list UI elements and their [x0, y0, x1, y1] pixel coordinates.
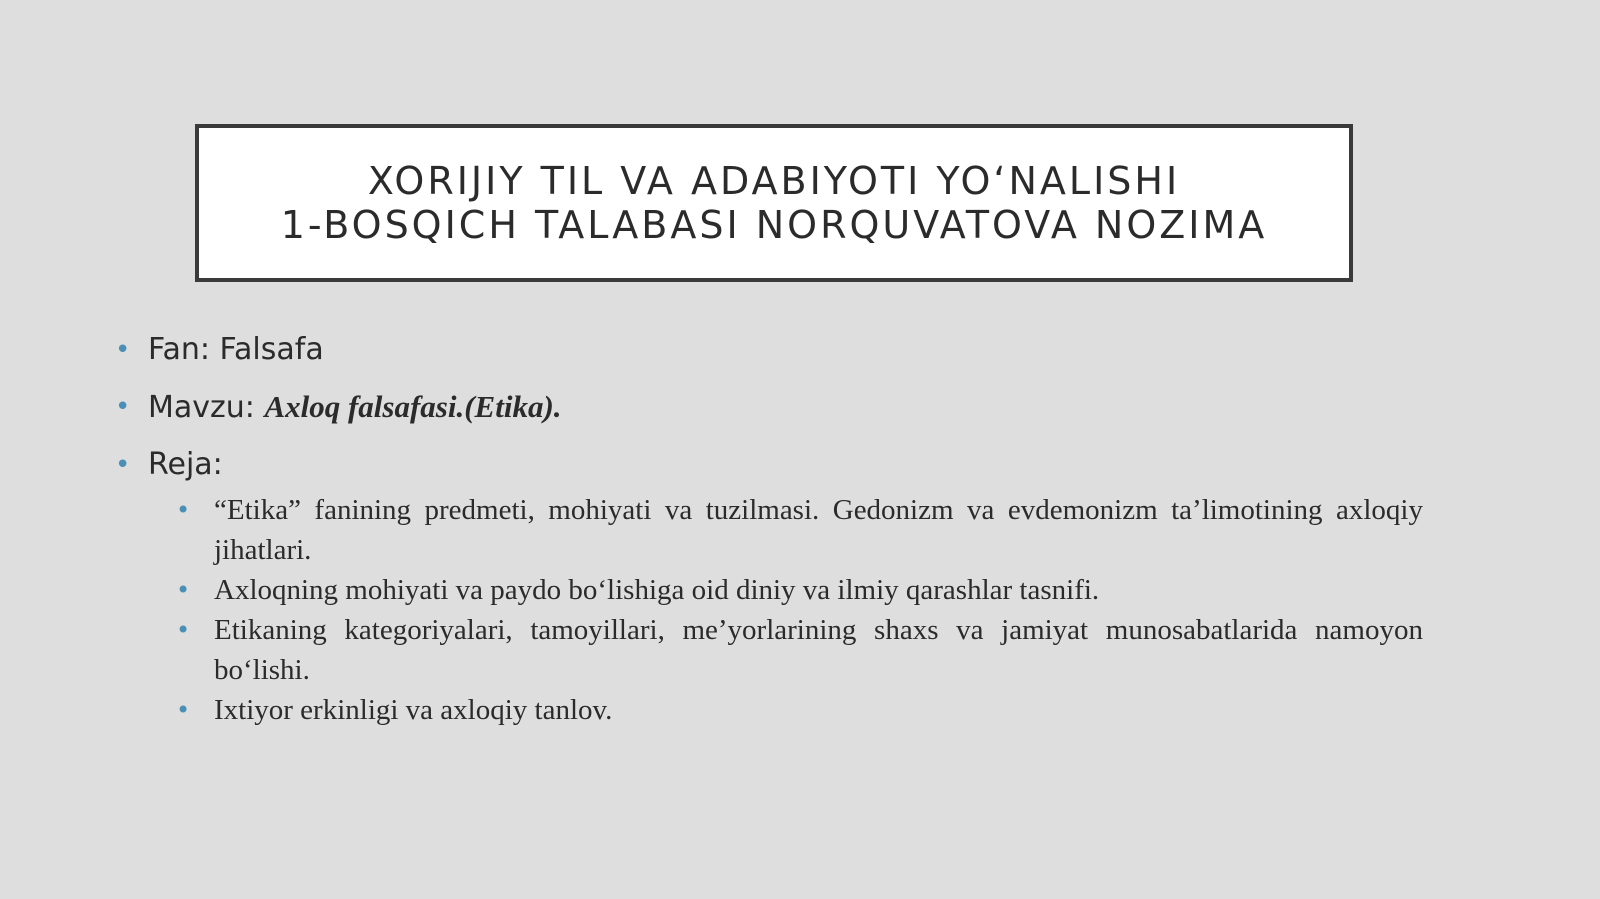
bullet-dot-icon: •: [115, 392, 131, 422]
reja-item-4: [176, 690, 1423, 730]
bullet-fan: [112, 330, 1422, 370]
title-line-1: XORIJIY TIL VA ADABIYOTI YO‘NALISHI: [367, 159, 1181, 203]
mavzu-value: Axloq falsafasi.(Etika).: [264, 389, 562, 424]
mavzu-label: Mavzu:: [148, 390, 265, 425]
reja-item-text: Ixtiyor erkinligi va axloqiy tanlov.: [214, 694, 613, 726]
reja-item-3: [176, 610, 1423, 690]
title-box: [195, 124, 1353, 282]
bullet-list: [112, 330, 1422, 502]
reja-item-1: [176, 490, 1423, 570]
sub-bullet-dot-icon: •: [176, 496, 191, 524]
reja-item-text: Axloqning mohiyati va paydo bo‘lishiga oid diniy va ilmiy qarashlar tasnifi.: [214, 574, 1100, 606]
sub-bullet-dot-icon: •: [176, 696, 191, 724]
reja-item-text: Etikaning kategoriyalari, tamoyillari, me’yorlarining shaxs va jamiyat munosabatlarida namoyon bo‘lishi.: [214, 614, 1423, 686]
reja-item-text: “Etika” fanining predmeti, mohiyati va tuzilmasi. Gedonizm va evdemonizm ta’limotining axloqiy jihatlari.: [214, 494, 1423, 566]
sub-bullet-dot-icon: •: [176, 616, 191, 644]
bullet-reja: [112, 445, 1422, 485]
bullet-mavzu: [112, 387, 1422, 428]
bullet-dot-icon: •: [115, 335, 131, 365]
title-line-2: 1-BOSQICH TALABASI NORQUVATOVA NOZIMA: [280, 203, 1268, 247]
reja-sublist: [176, 490, 1423, 730]
reja-item-2: [176, 570, 1423, 610]
bullet-dot-icon: •: [115, 450, 131, 480]
fan-text: Fan: Falsafa: [148, 332, 324, 367]
sub-bullet-dot-icon: •: [176, 576, 191, 604]
reja-label: Reja:: [148, 447, 223, 482]
